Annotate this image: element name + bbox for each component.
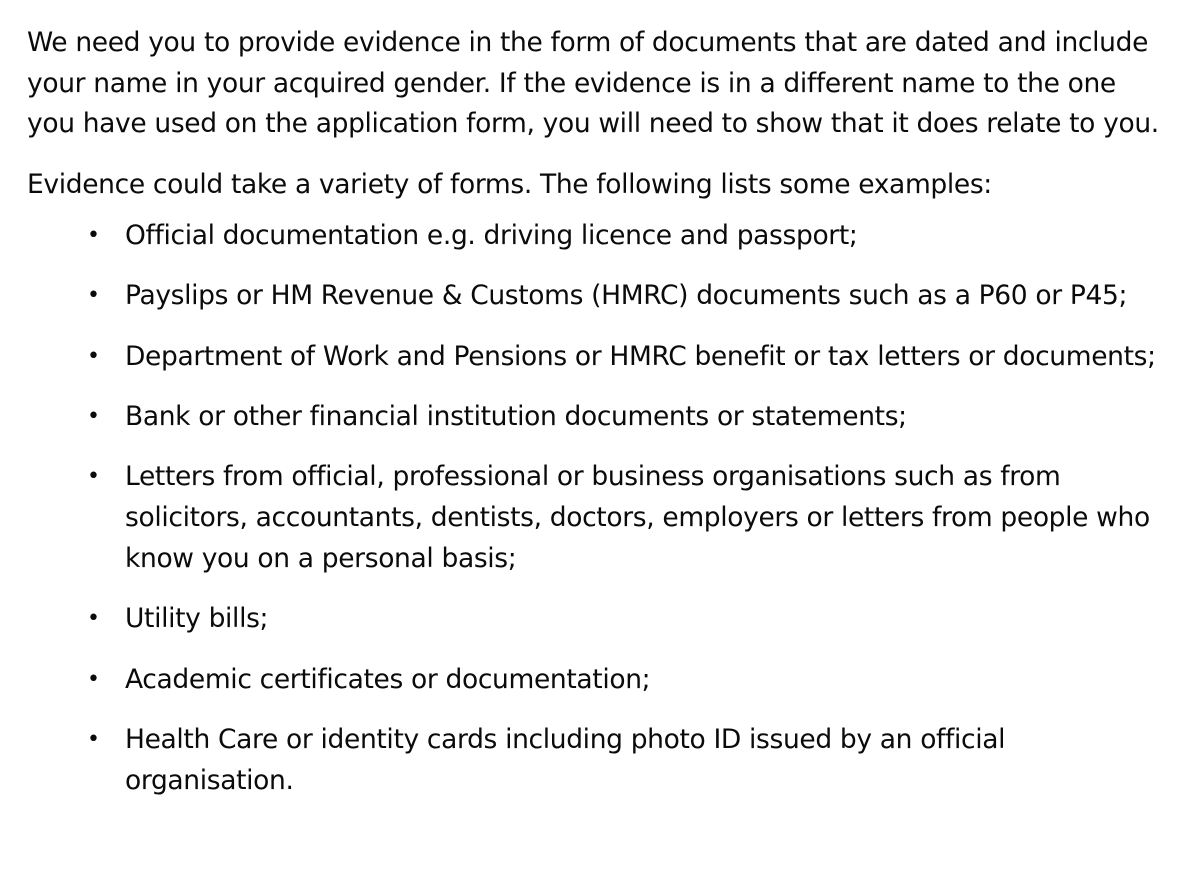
list-item bbox=[27, 276, 1160, 317]
bullet-icon: • bbox=[87, 606, 100, 632]
intro-paragraph: We need you to provide evidence in the form of documents that are dated and include your name in your acquired gender. If the evidence is in a different name to the one you have used on the application form, you will need to show that it does relate to you. bbox=[27, 27, 1159, 140]
list-item-text: Official documentation e.g. driving licence and passport; bbox=[125, 219, 858, 251]
list-item bbox=[27, 599, 1160, 640]
list-item bbox=[27, 337, 1160, 378]
list-item bbox=[27, 720, 1160, 801]
list-item-text: Utility bills; bbox=[125, 603, 269, 635]
bullet-icon: • bbox=[87, 726, 100, 752]
list-item bbox=[27, 660, 1160, 701]
list-item bbox=[27, 216, 1160, 257]
evidence-examples-list bbox=[27, 216, 1160, 802]
bullet-icon: • bbox=[87, 666, 100, 692]
list-item-text: Health Care or identity cards including photo ID issued by an official organisation. bbox=[125, 723, 1006, 796]
list-item-text: Bank or other financial institution documents or statements; bbox=[125, 400, 907, 432]
bullet-icon: • bbox=[87, 222, 100, 248]
list-item bbox=[27, 457, 1160, 579]
bullet-icon: • bbox=[87, 283, 100, 309]
list-item-text: Academic certificates or documentation; bbox=[125, 663, 651, 695]
bullet-icon: • bbox=[87, 343, 100, 369]
list-item bbox=[27, 397, 1160, 438]
list-item-text: Letters from official, professional or business organisations such as from solicitors, accountants, dentists, doctors, employers or letters from people who know you on a personal basis; bbox=[125, 461, 1150, 574]
list-item-text: Department of Work and Pensions or HMRC benefit or tax letters or documents; bbox=[125, 340, 1156, 372]
examples-intro-paragraph: Evidence could take a variety of forms. The following lists some examples: bbox=[27, 169, 992, 201]
list-item-text: Payslips or HM Revenue & Customs (HMRC) documents such as a P60 or P45; bbox=[125, 280, 1128, 312]
bullet-icon: • bbox=[87, 464, 100, 490]
bullet-icon: • bbox=[87, 403, 100, 429]
